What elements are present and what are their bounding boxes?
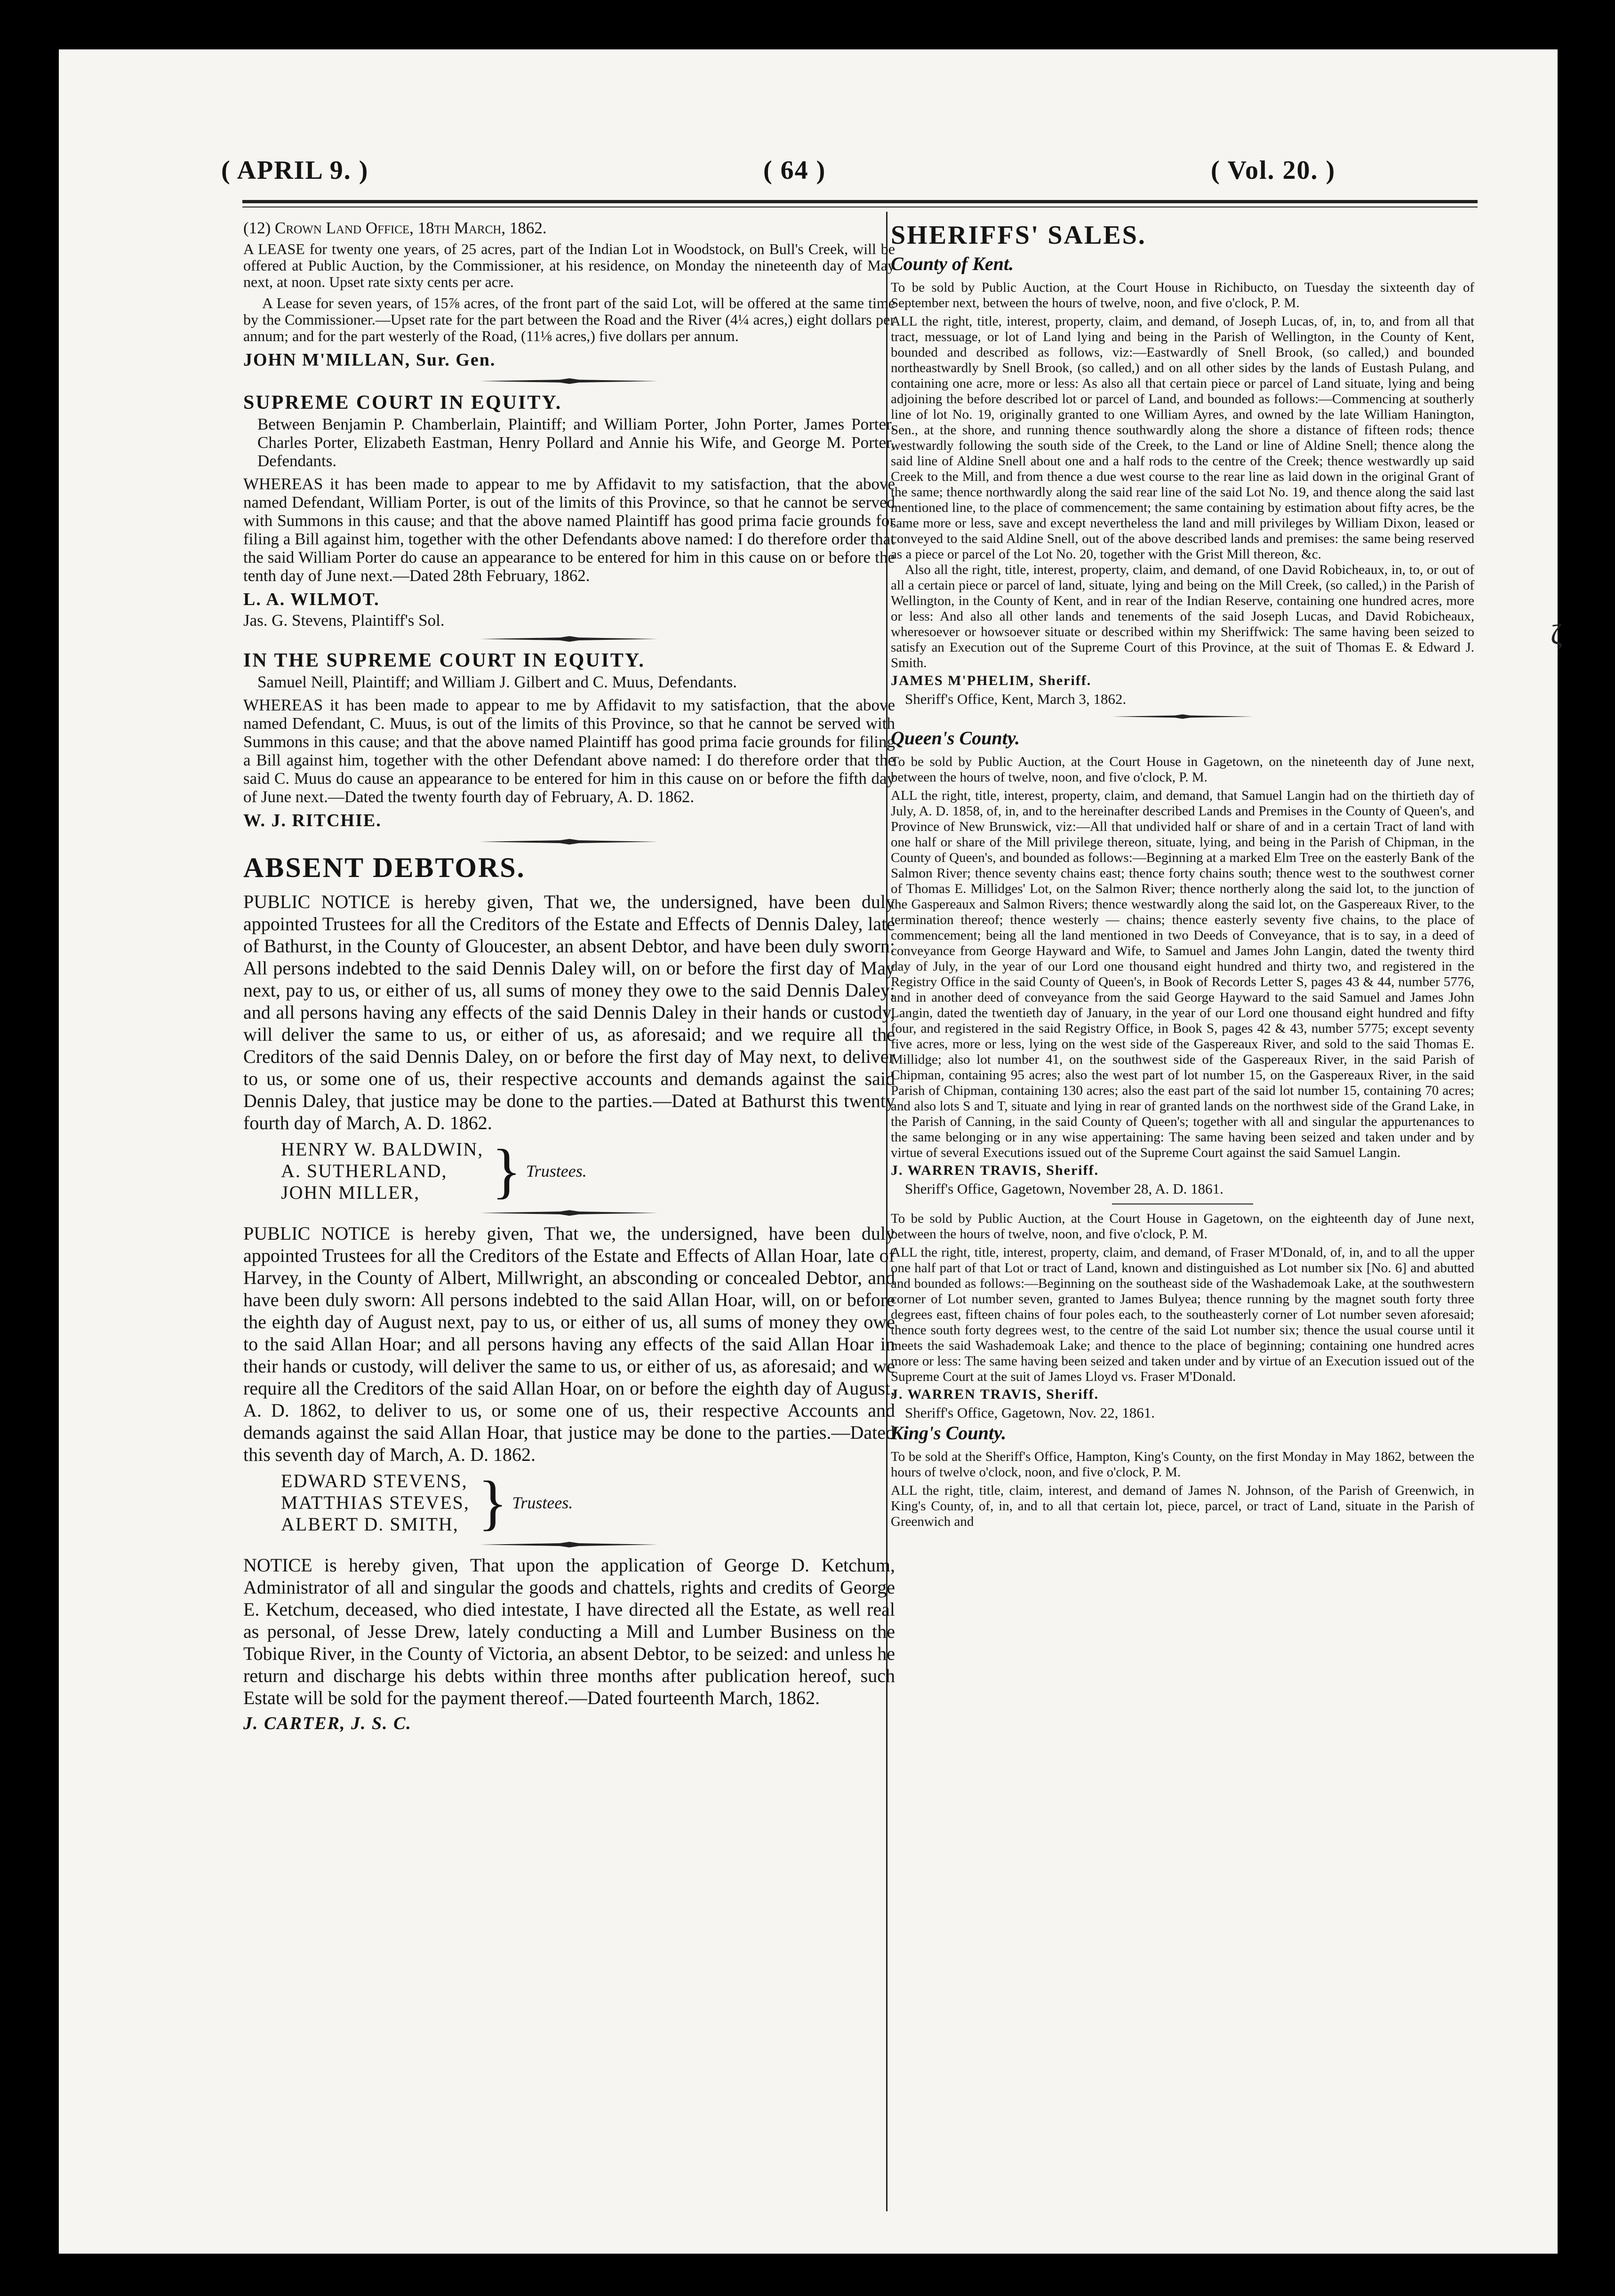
- trustee-name: A. SUTHERLAND,: [281, 1160, 448, 1181]
- equity-2-parties: Samuel Neill, Plaintiff; and William J. Gilbert and C. Muus, Defendants.: [257, 673, 737, 691]
- divider-ornament: [480, 636, 659, 642]
- queens-office: Sheriff's Office, Gagetown, November 28, A. D. 1861.: [905, 1180, 1223, 1197]
- kent-body-2: Also all the right, title, interest, property, claim, and demand, of one David Robicheaux, in, to, or out of all a certain piece or parcel of land, situate, lying and being on the Mill Creek, (so called,) in the Parish of Wellington, in the County of Kent, and in rear of the Indian Reserve, containing one hundred acres, more or less: And also all other lands and tenements of the said Joseph Lucas, and David Robicheaux, wheresoever or howsoever situate or described within my Sheriffwick: The same having been seized to satisfy an Execution out of the Supreme Court of this Province, at the suit of Thomas E. & Edward J. Smith.: [891, 562, 1474, 670]
- kent-body: ALL the right, title, interest, property, claim, and demand, of Joseph Lucas, of, in, to, and from all that tract, messuage, or lot of Land lying and being in the Parish of Wellington, in the County of Kent, bounded and described as follows, viz:—Eastwardly of Snell Brook, (so called,) and bounded northeastwardly by Snell Brook, (so called,) and on all other sides by the lands of Eustash Pulang, and containing one acre, more or less: As also all that certain piece or parcel of Land situate, lying and being adjoining the before described lot or parcel of Land, and bounded as follows:—Commencing at southerly line of lot No. 19, originally granted to one William Ayres, and owned by the late William Hanington, Sen., at the shore, and running thence southwardly along the shore a distance of fifteen rods; thence westwardly following the south side of the Creek, to the Land or line of Aldine Snell; thence along the said line of Aldine Snell about one and a half rods to the centre of the Creek; thence westwardly up said Creek to the Mill, and from thence a due west course to the rear line as laid down in the original Grant of the same; thence northwardly along the said rear line of the said Lot No. 19, and thence along the said last mentioned line, to the place of commencement; the same containing by estimation about fifty acres, be the same more or less, save and except nevertheless the land and mill privileges by William Dixon, leased or conveyed to the said Aldine Snell, out of the above described lands and premises: the same being reserved as a piece or parcel of the Lot No. 20, together with the Grist Mill thereon, &c.: [891, 314, 1474, 562]
- brace-glyph: }: [478, 1469, 508, 1537]
- header-volume: ( Vol. 20. ): [1211, 156, 1336, 185]
- equity-2-body: WHEREAS it has been made to appear to me by Affidavit to my satisfaction, that the above named Defendant, C. Muus, is out of the limits of this Province, so that he cannot be served with Summons in this cause; and that the above named Plaintiff has good prima facie grounds for filing a Bill against him, together with the other Defendant above named: I do therefore order that the said C. Muus do cause an appearance to be entered for him in this cause on or before the fifth day of June next.—Dated the twenty fourth day of February, A. D. 1862.: [243, 696, 895, 806]
- queens-body: ALL the right, title, interest, property, claim, and demand, that Samuel Langin had on the thirtieth day of July, A. D. 1858, of, in, and to the hereinafter described Lands and Premises in the County of Queen's, and Province of New Brunswick, viz:—All that undivided half or share of and in a certain Tract of land with one half or share of the Mill privilege thereon, situate, lying, and being in the Parish of Chipman, in the County of Queen's, and bounded as follows:—Beginning at a marked Elm Tree on the easterly Bank of the Salmon River; thence seventy chains east; thence forty chains south; thence west to the southwest corner of Thomas E. Millidges' Lot, on the Salmon River; thence northerly along the said lot, to the junction of the Gaspereaux and Salmon Rivers; thence westwardly along the said lot, on the Gaspereaux River, to the termination thereof; thence westerly — chains; thence easterly seventy five chains, to the place of commencement; being all the land mentioned in two Deeds of Conveyance, that is to say, in a deed of conveyance from George Hayward and Wife, to Samuel and James John Langin, dated the twenty third day of July, in the year of our Lord one thousand eight hundred and thirty two, and registered in the Registry Office in the said County of Queen's, in Book of Records Letter S, pages 43 & 44, number 5776, and in another deed of conveyance from the said George Hayward to the said Samuel and James John Langin, dated the twentieth day of January, in the year of our Lord one thousand eight hundred and fifty four, and registered in the said Registry Office, in Book S, pages 42 & 43, number 5775; except seventy five acres, more or less, lying on the west side of the Gaspereaux River, and sold to the said Thomas E. Millidge; also lot number 41, on the southwest side of the Gaspereaux River, in the said Parish of Chipman, containing 95 acres; also the west part of lot number 15, on the Gaspereaux River, in the said Parish of Chipman, containing 130 acres; also the east part of the said lot number 15, containing 70 acres; and also lots S and T, situate and lying in rear of granted lands on the northwest side of the Grand Lake, in the Parish of Canning, in the said County of Queen's; together with all and singular the appurtenances to the same belonging or in any wise appertaining: The same having been seized and taken under and by virtue of several Executions issued out of the Supreme Court against the said Samuel Langin.: [891, 788, 1474, 1160]
- trustees-hoar: [281, 1470, 895, 1535]
- equity-2-signature: W. J. RITCHIE.: [243, 811, 382, 830]
- divider-ornament: [480, 839, 659, 845]
- equity-1-signature: L. A. WILMOT.: [243, 590, 380, 609]
- trustees-label: Trustees.: [526, 1162, 587, 1180]
- crown-land-lease-1: A LEASE for twenty one years, of 25 acres, part of the Indian Lot in Woodstock, on Bull's Creek, will be offered at Public Auction, by the Commissioner, at his residence, on Monday the nineteenth day of May next, at noon. Upset rate sixty cents per acre.: [243, 240, 895, 290]
- sheriffs-sales-title: SHERIFFS' SALES.: [891, 221, 1146, 250]
- equity-2-title: IN THE SUPREME COURT IN EQUITY.: [243, 650, 645, 671]
- absent-notice-daley: PUBLIC NOTICE is hereby given, That we, the undersigned, have been duly appointed Trustees for all the Creditors of the Estate and Effects of Dennis Daley, late of Bathurst, in the County of Gloucester, an absent Debtor, and have been duly sworn: All persons indebted to the said Dennis Daley will, on or before the first day of May next, pay to us, or either of us, all sums of money they owe to the said Dennis Daley; and all persons having any effects of the said Dennis Daley in their hands or custody, will deliver the same to us, or either of us, as aforesaid; and we require all the Creditors of the said Dennis Daley, on or before the first day of May next, to deliver to us, or some one of us, their respective accounts and demands against the said Dennis Daley, that justice may be done to the parties.—Dated at Bathurst this twenty fourth day of March, A. D. 1862.: [243, 891, 895, 1133]
- trustee-name: EDWARD STEVENS,: [281, 1470, 468, 1491]
- absent-notice-hoar: PUBLIC NOTICE is hereby given, That we, the undersigned, have been duly appointed Trustees for all the Creditors of the Estate and Effects of Allan Hoar, late of Harvey, in the County of Albert, Millwright, an absconding or concealed Debtor, and have been duly sworn: All persons indebted to the said Allan Hoar, will, on or before the eighth day of August next, pay to us, or either of us, all sums of money they owe to the said Allan Hoar; and all persons having any effects of the said Allan Hoar in their hands or custody, will deliver the same to us, or either of us, as aforesaid; and we require all the Creditors of the said Allan Hoar, on or before the eighth day of August, A. D. 1862, to deliver to us, or some one of us, their respective Accounts and demands against the said Allan Hoar, that justice may be done to the parties.—Dated this seventh day of March, A. D. 1862.: [243, 1223, 895, 1465]
- queens-signature-2: J. WARREN TRAVIS, Sheriff.: [891, 1387, 1099, 1402]
- county-heading-kings: King's County.: [891, 1422, 1007, 1443]
- queens-office-2: Sheriff's Office, Gagetown, Nov. 22, 1861.: [905, 1404, 1155, 1421]
- crown-land-dateline: (12) Crown Land Office, 18th March, 1862.: [243, 219, 547, 237]
- queens-body-2: ALL the right, title, interest, property, claim, and demand, of Fraser M'Donald, of, in, and to all the upper one half part of that Lot or tract of Land, known and distinguished as Lot number six [No. 6] and abutted and bounded as follows:—Beginning on the southeast side of the Washademoak Lake, at the southwestern corner of Lot number seven, granted to James Bulyea; thence running by the magnet south forty three degrees east, fifteen chains of four poles each, to the southeasterly corner of Lot number seven aforesaid; thence south forty degrees west, to the centre of the said Lot number six; thence the usual course until it meets the said Washademoak Lake; and thence to the place of beginning; containing one hundred acres more or less: The same having been seized and taken under and by virtue of an Execution issued out of the Supreme Court at the suit of James Lloyd vs. Fraser M'Donald.: [891, 1245, 1474, 1384]
- header-rule-thick: [242, 200, 1478, 203]
- trustee-name: ALBERT D. SMITH,: [281, 1514, 459, 1535]
- absent-notice-drew-signature: J. CARTER, J. S. C.: [243, 1714, 412, 1733]
- county-heading-queens: Queen's County.: [891, 727, 1020, 749]
- queens-intro: To be sold by Public Auction, at the Court House in Gagetown, on the nineteenth day of June next, between the hours of twelve, noon, and five o'clock, P. M.: [891, 754, 1474, 785]
- trustees-label: Trustees.: [512, 1493, 573, 1512]
- absent-notice-drew: NOTICE is hereby given, That upon the application of George D. Ketchum, Administrator of all and singular the goods and chattels, rights and credits of George E. Ketchum, deceased, who died intestate, I have directed all the Estate, as well real as personal, of Jesse Drew, lately conducting a Mill and Lumber Business on the Tobique River, in the County of Victoria, an absent Debtor, to be seized: and unless he return and discharge his debts within three months after publication hereof, such Estate will be sold for the payment thereof.—Dated fourteenth March, 1862.: [243, 1555, 895, 1708]
- header-page-number: ( 64 ): [763, 156, 826, 185]
- left-column: [243, 219, 895, 2218]
- trustee-name: HENRY W. BALDWIN,: [281, 1139, 484, 1160]
- divider-ornament: [1112, 714, 1253, 719]
- absent-debtors-title: ABSENT DEBTORS.: [243, 852, 526, 883]
- kings-intro: To be sold at the Sheriff's Office, Hampton, King's County, on the first Monday in May 1862, between the hours of twelve o'clock, noon, and five o'clock, P. M.: [891, 1449, 1474, 1480]
- header-date: ( APRIL 9. ): [221, 156, 369, 185]
- county-heading-kent: County of Kent.: [891, 253, 1014, 274]
- kent-signature: JAMES M'PHELIM, Sheriff.: [891, 673, 1092, 688]
- divider-ornament: [480, 1542, 659, 1547]
- trustees-daley: [281, 1139, 895, 1204]
- queens-intro-2: To be sold by Public Auction, at the Court House in Gagetown, on the eighteenth day of June next, between the hours of twelve, noon, and five o'clock, P. M.: [891, 1211, 1474, 1242]
- equity-1-title: SUPREME COURT IN EQUITY.: [243, 392, 562, 414]
- kent-office: Sheriff's Office, Kent, March 3, 1862.: [905, 691, 1127, 707]
- divider-ornament: [480, 1210, 659, 1216]
- kings-body: ALL the right, title, claim, interest, and demand of James N. Johnson, of the Parish of Greenwich, in King's County, of, in, and to all that certain lot, piece, parcel, or tract of Land, situate in the Parish of Greenwich and: [891, 1483, 1474, 1529]
- crown-land-lease-2: A Lease for seven years, of 15⅞ acres, of the front part of the said Lot, will be offered at the same time by the Commissioner.—Upset rate for the part between the Road and the River (4¼ acres,) eight dollars per annum; and for the part westerly of the Road, (11⅛ acres,) five dollars per annum.: [243, 295, 895, 344]
- equity-1-body: WHEREAS it has been made to appear to me by Affidavit to my satisfaction, that the above named Defendant, William Porter, is out of the limits of this Province, so that he cannot be served with Summons in this cause; and that the above named Plaintiff has good prima facie grounds for filing a Bill against him, together with the other Defendants above named: I do therefore order that the said William Porter do cause an appearance to be entered for him in this cause on or before the tenth day of June next.—Dated 28th February, 1862.: [243, 475, 895, 585]
- crown-land-signature: JOHN M'MILLAN, Sur. Gen.: [243, 350, 496, 370]
- right-column: [891, 219, 1474, 2218]
- divider-ornament: [480, 378, 659, 384]
- brace-glyph: }: [492, 1137, 521, 1205]
- kent-intro: To be sold by Public Auction, at the Court House in Richibucto, on Tuesday the sixteenth day of September next, between the hours of twelve, noon, and five o'clock, P. M.: [891, 280, 1474, 311]
- equity-1-solicitor: Jas. G. Stevens, Plaintiff's Sol.: [243, 611, 445, 630]
- queens-signature: J. WARREN TRAVIS, Sheriff.: [891, 1163, 1099, 1178]
- trustee-name: MATTHIAS STEVES,: [281, 1492, 470, 1513]
- equity-1-parties: Between Benjamin P. Chamberlain, Plaintiff; and William Porter, John Porter, James Porter, Charles Porter, Elizabeth Eastman, Henry Pollard and Annie his Wife, and George M. Porter, Defendants.: [257, 415, 895, 470]
- trustee-name: JOHN MILLER,: [281, 1182, 420, 1203]
- margin-mark: ζ: [1551, 619, 1562, 650]
- newspaper-page: [59, 49, 1562, 2254]
